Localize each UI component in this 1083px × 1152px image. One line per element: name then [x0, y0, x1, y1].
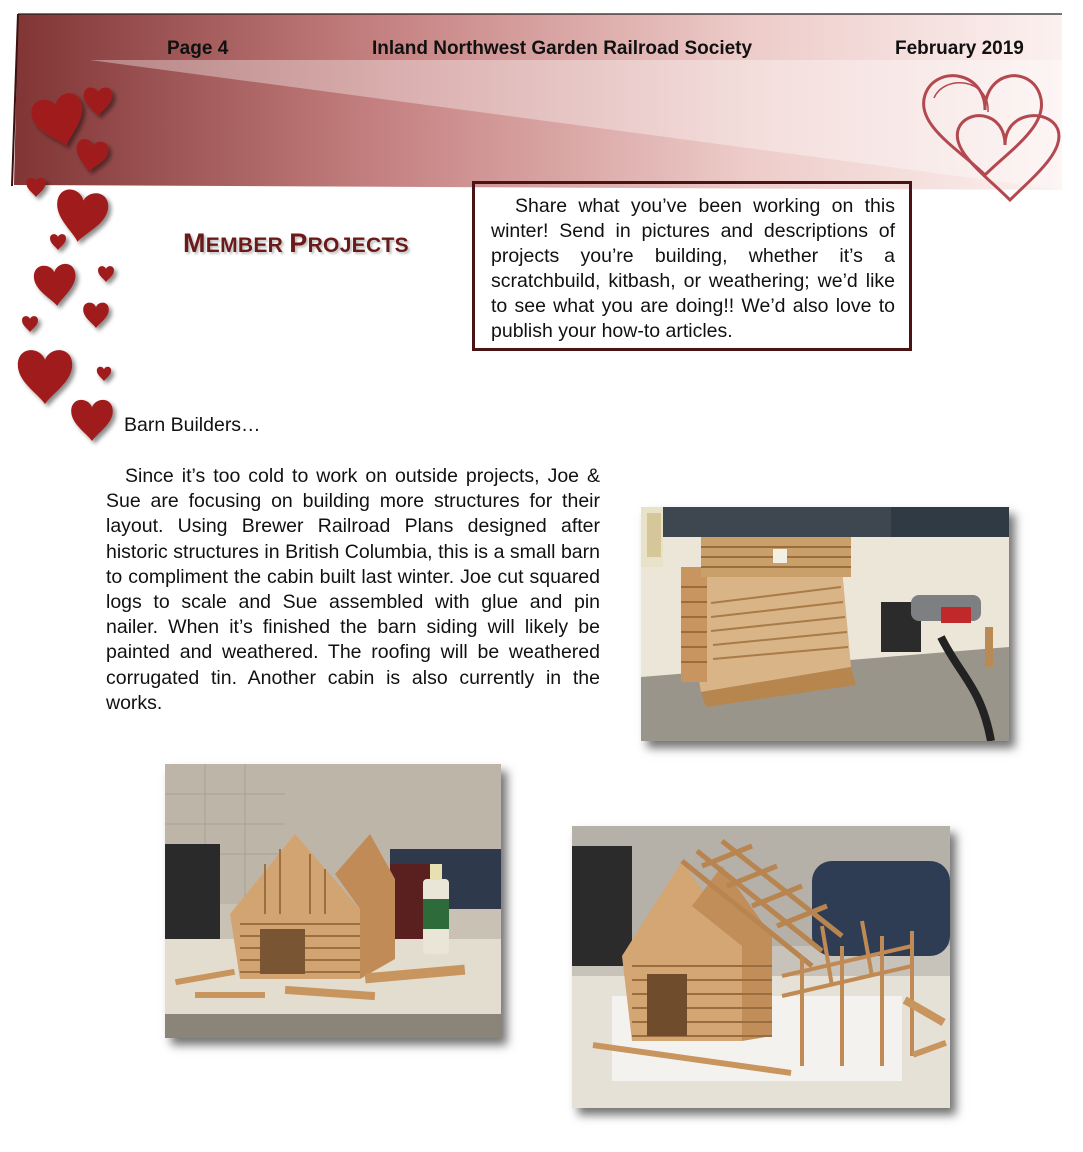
article-body: Since it’s too cold to work on outside projects, Joe & Sue are focusing on building more structures for their layout. Using Brewer Railroad Plans designed after historic structures in British Columbia, this is a small barn to compliment the cabin built last winter. Joe cut squared logs to scale and Sue assembled with glue and pin nailer. When it’s finished the barn siding will likely be painted and weathered. The roofing will be weathered corrugated tin. Another cabin is also currently in the works. — [106, 465, 600, 714]
hearts-cluster-icon — [0, 80, 140, 460]
newsletter-title: Inland Northwest Garden Railroad Society — [372, 38, 753, 59]
barn-gable-walls-photo — [165, 764, 501, 1038]
section-title: MEMBER PROJECTS — [183, 228, 409, 258]
article-subtitle: Barn Builders… — [124, 414, 261, 436]
barn-roof-framing-photo — [572, 826, 950, 1108]
barn-base-photo — [641, 507, 1009, 741]
submission-callout-box — [472, 181, 912, 351]
page-number: Page 4 — [167, 38, 229, 59]
header-banner — [0, 0, 1083, 210]
callout-text: Share what you’ve been working on this winter! Send in pictures and descriptions of projects you’re building, whether it’s a scratchbuild, kitbash, or weathering; we’d like to see what you are doing!! We’d also love to publish your how-to articles. — [491, 195, 895, 342]
issue-date: February 2019 — [895, 38, 1024, 59]
